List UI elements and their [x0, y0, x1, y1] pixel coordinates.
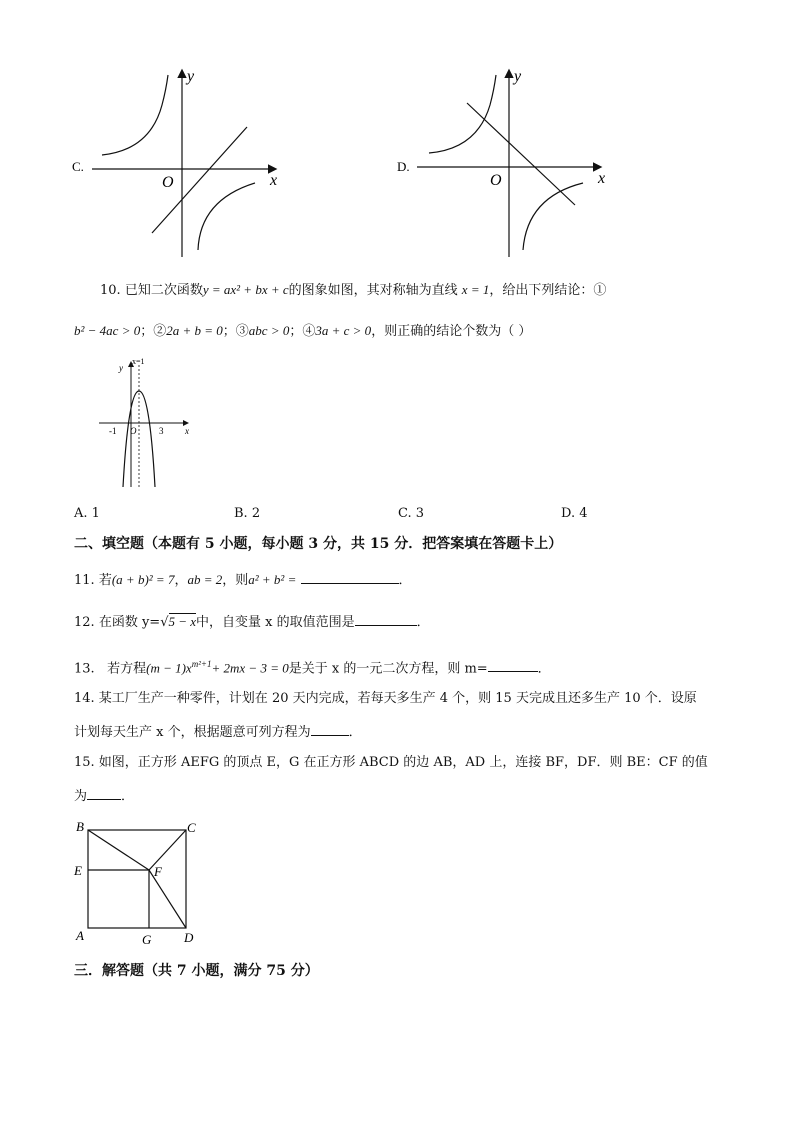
- label-g: G: [142, 932, 152, 947]
- straight-line: [467, 103, 575, 205]
- label-c: C: [187, 820, 196, 835]
- origin-label: O: [130, 426, 137, 436]
- q12-text2: 中，自变量 x 的取值范围是: [196, 615, 355, 630]
- square-abcd: [88, 830, 186, 928]
- q14-answer-blank[interactable]: [311, 722, 349, 736]
- x1-label: x=1: [132, 357, 145, 366]
- c-label: C.: [72, 159, 84, 174]
- y-label: y: [119, 363, 123, 373]
- q10-conclusion-4: 3a + c > 0: [315, 323, 372, 338]
- q11-text1: 若: [98, 573, 112, 588]
- q10-sep2: ；③: [222, 324, 249, 339]
- q13-answer-blank[interactable]: [488, 658, 538, 672]
- question-10-line1: [100, 281, 606, 300]
- q10-equation: y = ax² + bx + c: [202, 282, 289, 297]
- q13-text1: 若方程: [107, 661, 147, 677]
- label-e: E: [74, 863, 82, 878]
- question-13: [74, 655, 551, 678]
- q10-option-b[interactable]: B. 2: [234, 506, 261, 521]
- q13-eq: (m − 1)x: [146, 660, 192, 676]
- three-label: 3: [159, 426, 164, 436]
- q10-text3: ，给出下列结论：①: [489, 283, 607, 298]
- q12-end: ．: [416, 615, 430, 630]
- q10-sep1: ；②: [140, 324, 167, 339]
- hyperbola-branch-lower-right: [523, 183, 583, 250]
- question-15-line1: 15. 如图，正方形 AEFG 的顶点 E，G 在正方形 ABCD 的边 AB，AD 上，连接 BF，DF．则 BE：CF 的值: [74, 755, 708, 770]
- q11-text2: ，则: [222, 573, 249, 588]
- q10-text4: ，则正确的结论个数为（ ）: [371, 324, 532, 339]
- x-label: x: [270, 172, 278, 189]
- question-15-line2: [74, 786, 134, 806]
- section-2-heading: 二、填空题（本题有 5 小题，每小题 3 分，共 15 分．把答案填在答题卡上）: [74, 536, 563, 552]
- hyperbola-branch-upper-left: [102, 75, 168, 155]
- hyperbola-branch-upper-left: [429, 75, 496, 153]
- q10-number: 10.: [100, 283, 121, 298]
- label-b: B: [76, 819, 84, 834]
- q15-answer-blank[interactable]: [87, 786, 121, 800]
- q11-eq2: ab = 2: [187, 572, 223, 587]
- q12-answer-blank[interactable]: [355, 612, 417, 626]
- q14-end: ．: [348, 725, 362, 740]
- q10-text1: 已知二次函数: [124, 283, 203, 298]
- section-3-heading: 三．解答题（共 7 小题，满分 75 分）: [74, 963, 319, 979]
- q10-conclusion-1: b² − 4ac > 0: [74, 323, 141, 338]
- q12-number: 12.: [74, 615, 95, 630]
- x-label: x: [185, 426, 189, 436]
- q10-conclusion-2: 2a + b = 0: [166, 323, 223, 338]
- graph-option-d: [395, 65, 625, 265]
- q10-option-a[interactable]: A. 1: [74, 506, 100, 521]
- d-label: D.: [397, 159, 410, 174]
- hyperbola-branch-lower-right: [198, 183, 255, 250]
- q15-end: ．: [121, 789, 135, 804]
- q10-sep3: ；④: [289, 324, 316, 339]
- q13-text2: 是关于 x 的一元二次方程，则 m=: [288, 661, 488, 677]
- segment-bf: [88, 830, 149, 870]
- q12-radicand: 5 − x: [168, 614, 197, 629]
- q13-exponent: m²+1: [191, 659, 212, 669]
- x-label: x: [598, 170, 606, 187]
- q11-sep: ，: [174, 573, 188, 588]
- q11-eq1: (a + b)² = 7: [111, 572, 175, 587]
- origin-label: O: [490, 172, 502, 189]
- q13-eq2: + 2mx − 3 = 0: [211, 660, 289, 676]
- question-14-line2: [74, 722, 362, 742]
- question-11: [74, 570, 412, 590]
- q11-number: 11.: [74, 573, 95, 588]
- y-label: y: [187, 68, 195, 85]
- q10-axis-equation: x = 1: [461, 282, 490, 297]
- y-label: y: [514, 68, 522, 85]
- q15-line2-text: 为: [74, 789, 88, 804]
- origin-label: O: [162, 174, 174, 191]
- q10-text2: 的图象如图，其对称轴为直线: [288, 283, 458, 298]
- q11-answer-blank[interactable]: [301, 570, 399, 584]
- label-f: F: [154, 864, 162, 879]
- sqrt-symbol: √: [160, 615, 169, 630]
- question-12: [74, 612, 430, 632]
- q10-option-c[interactable]: C. 3: [398, 506, 425, 521]
- q15-square-figure: [70, 818, 210, 953]
- q11-end: ．: [398, 573, 412, 588]
- q13-end: ．: [537, 661, 551, 677]
- q10-parabola-graph: [95, 355, 200, 495]
- graph-option-c: [70, 65, 300, 265]
- q14-line2-text: 计划每天生产 x 个，根据题意可列方程为: [74, 725, 311, 740]
- label-d: D: [184, 930, 194, 945]
- q12-text1: 在函数 y=: [98, 615, 161, 630]
- q13-number: 13.: [74, 661, 95, 677]
- question-14-line1: 14. 某工厂生产一种零件，计划在 20 天内完成，若每天多生产 4 个，则 15 天完成且还多生产 10 个．设原: [74, 691, 697, 706]
- q11-eq3: a² + b² =: [248, 572, 297, 587]
- q10-option-d[interactable]: D. 4: [561, 506, 588, 521]
- neg-one-label: -1: [109, 426, 117, 436]
- question-10-line2: [74, 322, 531, 341]
- label-a: A: [76, 928, 84, 943]
- q10-conclusion-3: abc > 0: [248, 323, 290, 338]
